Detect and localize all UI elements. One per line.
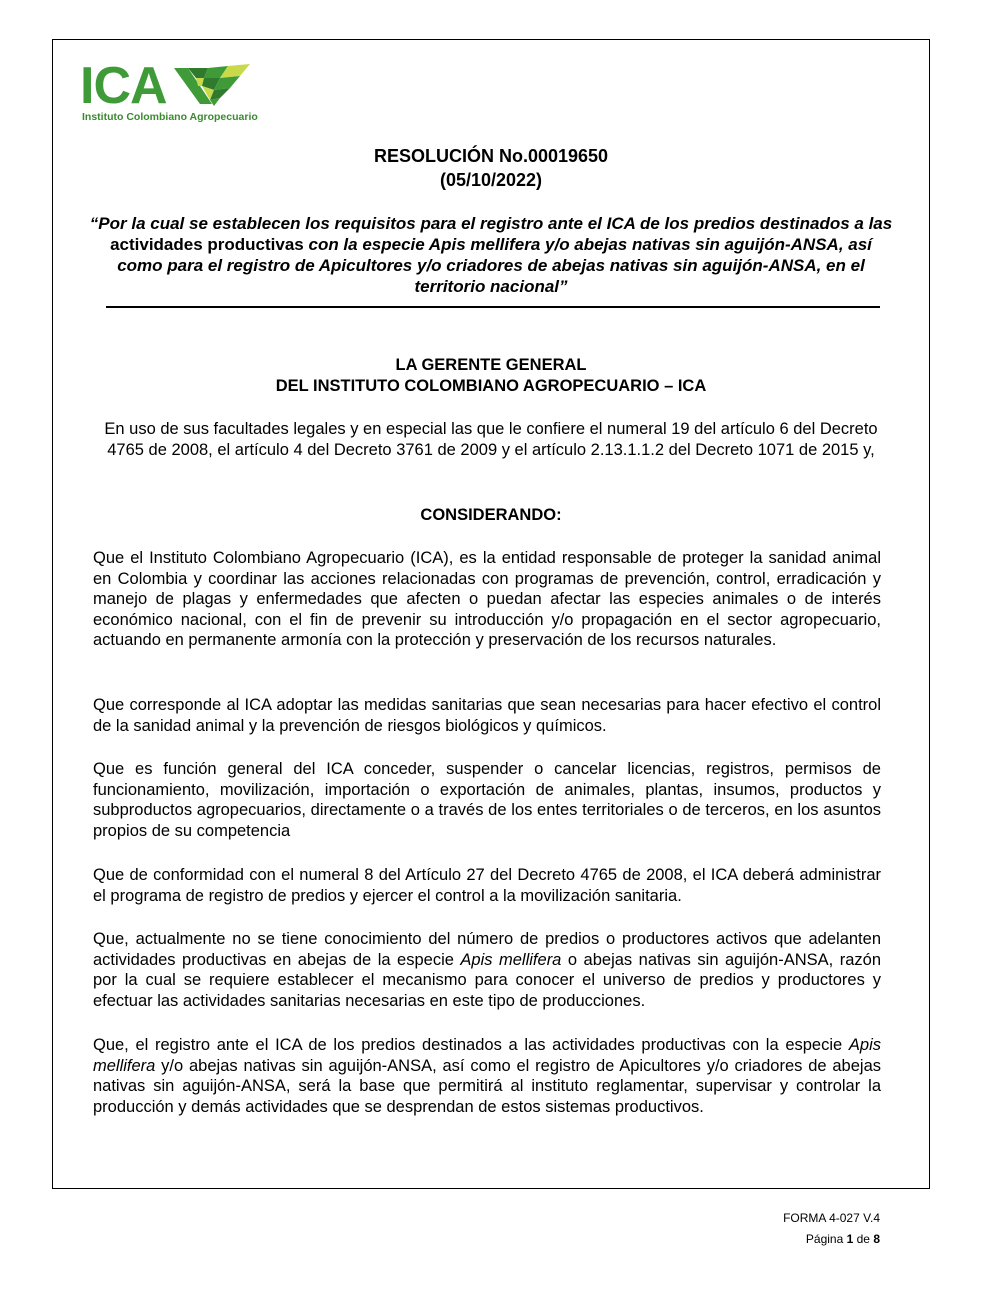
paragraph-6-b: y/o abejas nativas sin aguijón-ANSA, así como el registro de Apicultores y/o criadores de abejas nativas sin aguijón-ANSA, será la base que permitirá al instituto reglamentar, supervisar y controlar la producción y demás actividades que se desprendan de estos sistemas productivos. <box>93 1056 881 1116</box>
logo-emblem-icon <box>174 64 254 110</box>
current-page: 1 <box>846 1232 854 1246</box>
form-code: FORMA 4-027 V.4 <box>783 1211 880 1225</box>
subject-line-1-text: “Por la cual se establecen los requisitos para el registro ante el ICA de los predios destinados a las <box>89 214 893 233</box>
paragraph-2: Que corresponde al ICA adoptar las medidas sanitarias que sean necesarias para hacer efectivo el control de la sanidad animal y la prevención de riesgos biológicos y químicos. <box>93 696 881 735</box>
logo-wordmark: ICA <box>80 57 167 115</box>
page-label: Página <box>805 1232 847 1246</box>
resolution-date: (05/10/2022) <box>439 170 543 190</box>
paragraph-6 <box>93 1035 881 1117</box>
subject-line-4 <box>62 276 920 297</box>
paragraph-6-a: Que, el registro ante el ICA de los predios destinados a las actividades productivas con la especie <box>93 1036 849 1054</box>
subject-line-2-italic: con la especie Apis mellifera y/o abejas nativas sin aguijón-ANSA, así <box>303 235 872 254</box>
paragraph-6-italic: Apis mellifera <box>93 1036 881 1075</box>
subject-line-3 <box>62 255 920 276</box>
authority-institute: DEL INSTITUTO COLOMBIANO AGROPECUARIO – ICA <box>275 377 707 395</box>
total-pages: 8 <box>873 1232 880 1246</box>
subject-line-3-text: como para el registro de Apicultores y/o criadores de abejas nativas sin aguijón-ANSA, en el <box>117 256 865 275</box>
subject-line-4-text: territorio nacional” <box>414 277 568 296</box>
paragraph-5-italic: Apis mellifera <box>460 950 562 969</box>
paragraph-1: Que el Instituto Colombiano Agropecuario (ICA), es la entidad responsable de proteger la sanidad animal en Colombia y coordinar las acciones relacionadas con programas de prevención, control, erradicación y manejo de plagas y enfermedades que afecten o puedan afectar las especies animales o de interés económico nacional, con el fin de prevenir su introducción y/o propagación en el sector agropecuario, actuando en permanente armonía con la protección y preservación de los recursos naturales. <box>93 549 881 649</box>
paragraph-5-b: o abejas nativas sin aguijón-ANSA, razón por la cual se requiere establecer el mecanismo para conocer el universo de predios y productores y efectuar las actividades sanitarias necesarias en este tipo de producciones. <box>93 950 881 1010</box>
ica-logo <box>80 57 260 128</box>
subject-divider <box>106 306 880 308</box>
resolution-number: RESOLUCIÓN No.00019650 <box>373 146 609 166</box>
considerando-heading: CONSIDERANDO: <box>420 506 562 524</box>
paragraph-5-a: Que, actualmente no se tiene conocimiento del número de predios o productores activos que adelanten actividades productivas en abejas de la especie <box>93 930 881 969</box>
paragraph-3: Que es función general del ICA conceder, suspender o cancelar licencias, registros, permisos de funcionamiento, movilización, importación o exportación de animales, plantas, insumos, productos y subproductos agropecuarios, directamente o a través de los entes territoriales o de terceros, en los asuntos propios de su competencia <box>93 760 881 840</box>
page-number <box>806 1232 880 1246</box>
paragraph-4: Que de conformidad con el numeral 8 del Artículo 27 del Decreto 4765 de 2008, el ICA deberá administrar el programa de registro de predios y ejercer el control a la movilización sanitaria. <box>93 866 881 905</box>
subject-line-2 <box>62 234 920 255</box>
powers-paragraph: En uso de sus facultades legales y en especial las que le confiere el numeral 19 del artículo 6 del Decreto 4765 de 2008, el artículo 4 del Decreto 3761 de 2009 y el artículo 2.13.1.1.2 del Decreto 1071 de 2015 y, <box>104 420 878 459</box>
subject-line-2-plain: actividades productivas <box>110 235 304 254</box>
authority-title: LA GERENTE GENERAL <box>395 356 587 374</box>
subject-line-1 <box>62 213 920 234</box>
logo-subtitle: Instituto Colombiano Agropecuario <box>82 111 258 123</box>
paragraph-5 <box>93 929 881 1011</box>
of-label: de <box>853 1232 874 1246</box>
